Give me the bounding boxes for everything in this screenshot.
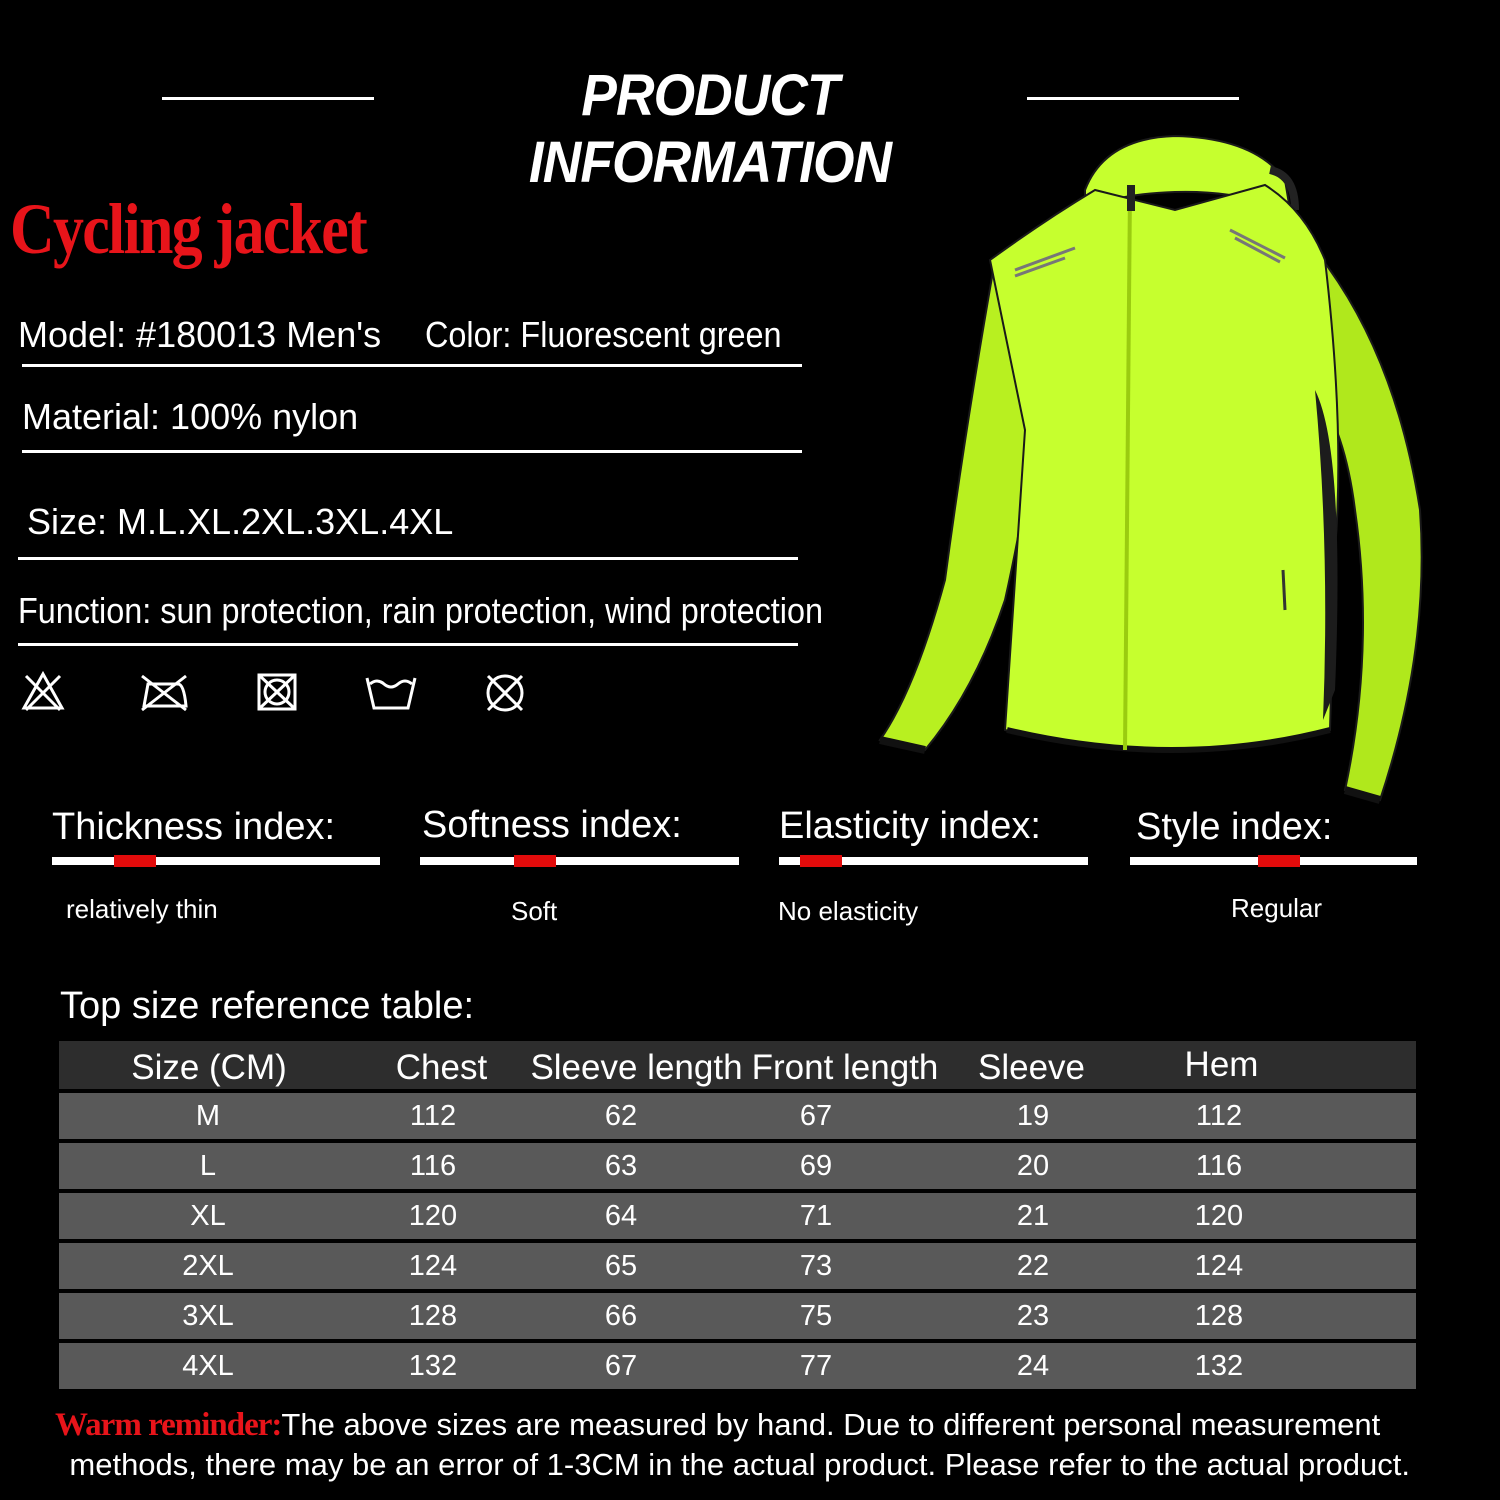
spec-divider bbox=[22, 364, 802, 367]
cell-hem: 124 bbox=[1194, 1250, 1244, 1282]
cell-chest: 128 bbox=[408, 1300, 458, 1332]
cell-size: 4XL bbox=[182, 1350, 234, 1382]
cell-front-length: 67 bbox=[799, 1100, 833, 1132]
cell-size: L bbox=[199, 1150, 217, 1182]
spec-divider bbox=[18, 643, 798, 646]
table-row bbox=[59, 1243, 1416, 1289]
index-title-softness: Softness index: bbox=[422, 804, 682, 846]
cell-sleeve-length: 62 bbox=[604, 1100, 638, 1132]
table-row bbox=[59, 1293, 1416, 1339]
cell-front-length: 73 bbox=[799, 1250, 833, 1282]
index-value-elasticity: No elasticity bbox=[778, 896, 919, 926]
cell-size: M bbox=[195, 1100, 221, 1132]
spec-model: Model: #180013 Men's bbox=[18, 314, 382, 355]
cell-size: XL bbox=[190, 1200, 226, 1232]
spec-divider bbox=[22, 450, 802, 453]
table-row bbox=[59, 1193, 1416, 1239]
index-title-elasticity: Elasticity index: bbox=[779, 805, 1041, 847]
index-marker-style bbox=[1258, 855, 1300, 867]
cell-size: 3XL bbox=[182, 1300, 234, 1332]
jacket-image bbox=[875, 130, 1435, 820]
cell-chest: 116 bbox=[409, 1150, 457, 1182]
do-not-iron-icon bbox=[138, 670, 190, 714]
spec-divider bbox=[18, 557, 798, 560]
cell-sleeve-length: 67 bbox=[604, 1350, 638, 1382]
cell-chest: 120 bbox=[408, 1200, 458, 1232]
cell-chest: 112 bbox=[409, 1100, 457, 1132]
table-row bbox=[59, 1343, 1416, 1389]
cell-front-length: 75 bbox=[799, 1300, 833, 1332]
do-not-dry-clean-icon bbox=[482, 670, 528, 716]
do-not-bleach-icon bbox=[20, 670, 66, 714]
cell-hem: 132 bbox=[1194, 1350, 1244, 1382]
size-table bbox=[59, 1041, 1416, 1393]
index-marker-softness bbox=[514, 855, 556, 867]
index-title-thickness: Thickness index: bbox=[52, 806, 336, 848]
column-header-front-length: Front length bbox=[751, 1048, 939, 1087]
table-header-row bbox=[59, 1041, 1416, 1089]
size-table-heading: Top size reference table: bbox=[60, 985, 475, 1027]
cell-front-length: 69 bbox=[799, 1150, 833, 1182]
index-bar-style bbox=[1130, 857, 1417, 865]
cell-size: 2XL bbox=[182, 1250, 234, 1282]
cell-sleeve-length: 66 bbox=[604, 1300, 638, 1332]
spec-size: Size: M.L.XL.2XL.3XL.4XL bbox=[27, 501, 454, 542]
index-bar-thickness bbox=[52, 857, 380, 865]
cell-front-length: 77 bbox=[799, 1350, 833, 1382]
cell-sleeve-length: 64 bbox=[604, 1200, 638, 1232]
cell-sleeve: 22 bbox=[1016, 1250, 1050, 1282]
spec-color: Color: Fluorescent green bbox=[425, 314, 782, 355]
spec-material: Material: 100% nylon bbox=[22, 396, 359, 437]
column-header-sleeve-length: Sleeve length bbox=[530, 1048, 743, 1087]
column-header-hem: Hem bbox=[1184, 1045, 1259, 1084]
index-value-style: Regular bbox=[1231, 893, 1323, 923]
header-rule-right bbox=[1027, 97, 1239, 100]
index-title-style: Style index: bbox=[1136, 806, 1333, 848]
cell-sleeve: 19 bbox=[1016, 1100, 1050, 1132]
cell-sleeve: 21 bbox=[1016, 1200, 1050, 1232]
cell-hem: 128 bbox=[1194, 1300, 1244, 1332]
reminder-label: Warm reminder: bbox=[55, 1407, 282, 1443]
index-marker-thickness bbox=[114, 855, 156, 867]
cell-chest: 132 bbox=[408, 1350, 458, 1382]
do-not-tumble-dry-icon bbox=[254, 670, 300, 714]
header-rule-left bbox=[162, 97, 374, 100]
reminder-line-2: methods, there may be an error of 1-3CM in the actual product. Please refer to the actual product. bbox=[69, 1447, 1410, 1482]
table-row bbox=[59, 1093, 1416, 1139]
column-header-sleeve: Sleeve bbox=[977, 1048, 1086, 1087]
spec-function: Function: sun protection, rain protection, wind protection bbox=[18, 590, 824, 631]
index-value-thickness: relatively thin bbox=[66, 894, 218, 924]
cell-front-length: 71 bbox=[799, 1200, 833, 1232]
wash-tub-icon bbox=[364, 670, 418, 714]
cell-sleeve: 24 bbox=[1016, 1350, 1050, 1382]
cell-hem: 120 bbox=[1194, 1200, 1244, 1232]
reminder-line-1: The above sizes are measured by hand. Due to different personal measurement bbox=[281, 1407, 1381, 1442]
cell-hem: 116 bbox=[1195, 1150, 1243, 1182]
warm-reminder bbox=[55, 1405, 1410, 1485]
index-bar-elasticity bbox=[779, 857, 1088, 865]
cell-sleeve-length: 63 bbox=[604, 1150, 638, 1182]
product-name: Cycling jacket bbox=[10, 189, 366, 269]
column-header-size: Size (CM) bbox=[131, 1048, 287, 1087]
page-title: PRODUCT INFORMATION bbox=[528, 63, 892, 195]
index-bar-softness bbox=[420, 857, 739, 865]
cell-sleeve: 20 bbox=[1016, 1150, 1050, 1182]
table-row bbox=[59, 1143, 1416, 1189]
cell-sleeve: 23 bbox=[1016, 1300, 1050, 1332]
cell-sleeve-length: 65 bbox=[604, 1250, 638, 1282]
index-marker-elasticity bbox=[800, 855, 842, 867]
index-value-softness: Soft bbox=[511, 896, 558, 926]
column-header-chest: Chest bbox=[395, 1048, 488, 1087]
cell-chest: 124 bbox=[408, 1250, 458, 1282]
cell-hem: 112 bbox=[1195, 1100, 1243, 1132]
